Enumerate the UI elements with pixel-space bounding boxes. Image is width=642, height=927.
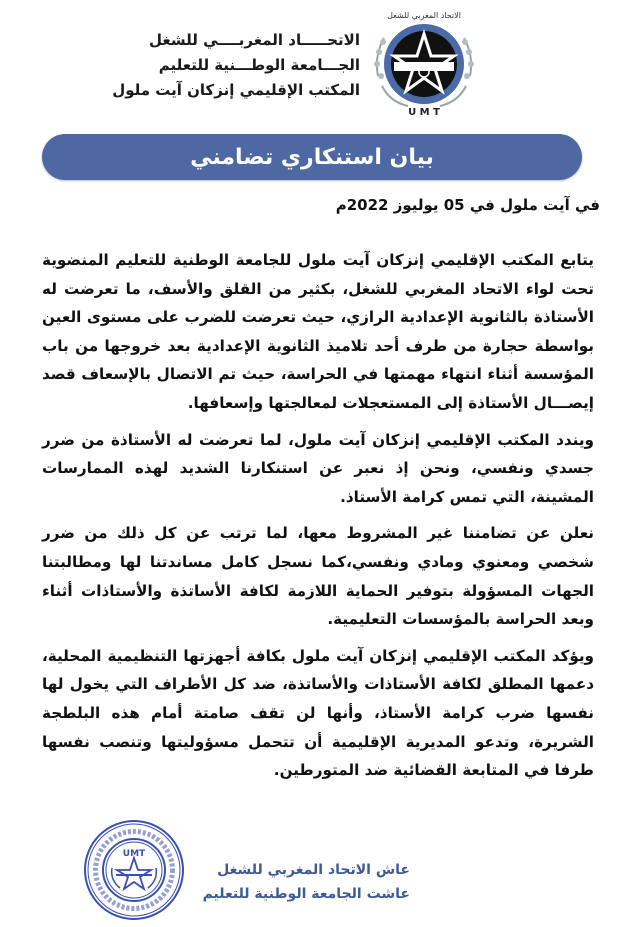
header-line-federation: الجـــامعة الوطـــنية للتعليم — [158, 56, 360, 74]
footer-slogans — [190, 858, 410, 906]
umt-logo-icon — [368, 6, 480, 118]
logo-arc-text: الاتحاد المغربي للشغل — [387, 11, 461, 20]
footer-line-union: عاش الاتحاد المغربي للشغل — [217, 862, 410, 878]
umt-stamp-icon — [82, 818, 186, 922]
header-organization-block — [110, 28, 360, 103]
date-line: في آيت ملول في 05 يوليوز 2022م — [335, 196, 600, 214]
stamp-letters: UMT — [122, 849, 146, 859]
title-banner — [42, 134, 582, 180]
page-title: بيان استنكاري تضامني — [190, 144, 434, 170]
statement-body — [42, 246, 594, 793]
paragraph-4: ويؤكد المكتب الإقليمي إنزكان آيت ملول بكافة أجهزتها التنظيمية المحلية، دعمها المطلق لكافة الأستاذات والأساتذة، ضد كل الأطراف التي يخول لها نفسها ضرب كرامة الأستاذ، وأنها لن تقف صامتة أمام هذه البلطجة الشريرة، وتدعو المديرية الإقليمية أن تتحمل مسؤوليتها وتنصب نفسها طرفا في المتابعة القضائية ضد المتورطين. — [42, 646, 594, 780]
header-line-union: الاتحـــــاد المغربــــي للشغل — [149, 31, 360, 49]
header-line-office: المكتب الإقليمي إنزكان آيت ملول — [112, 81, 360, 99]
logo-letters: U M T — [408, 107, 440, 118]
paragraph-1: يتابع المكتب الإقليمي إنزكان آيت ملول للجامعة الوطنية للتعليم المنضوية تحت لواء الاتحاد المغربي للشغل، بكثير من القلق والأسف، ما تعرضت له الأستاذة بالثانوية الإعدادية الرازي، حيث تعرضت للضرب على مستوى العين بواسطة حجارة من طرف أحد تلاميذ الثانوية الإعدادية بعد خروجها من باب المؤسسة أثناء انتهاء مهمتها في الحراسة، حيث تم الاتصال بالإسعاف قصد إيصـــال الأستاذة إلى المستعجلات لمعالجتها وإسعافها. — [42, 251, 594, 412]
footer-line-federation: عاشت الجامعة الوطنية للتعليم — [202, 886, 410, 902]
paragraph-2: ويندد المكتب الإقليمي إنزكان آيت ملول، لما تعرضت له الأستاذة من ضرر جسدي ونفسي، ونحن إذ نعبر عن استنكارنا الشديد لهذه الممارسات المشينة، التي تمس كرامة الأستاذ. — [42, 430, 594, 506]
paragraph-3: نعلن عن تضامننا غير المشروط معها، لما ترتب عن كل ذلك من ضرر شخصي ومعنوي ومادي ونفسي،كما نسجل كامل مساندتنا لها ومطالبتنا الجهات المسؤولة بتوفير الحماية اللازمة لكافة الأساتذة والأستاذات أثناء وبعد الحراسة بالمؤسسات التعليمية. — [42, 524, 594, 629]
